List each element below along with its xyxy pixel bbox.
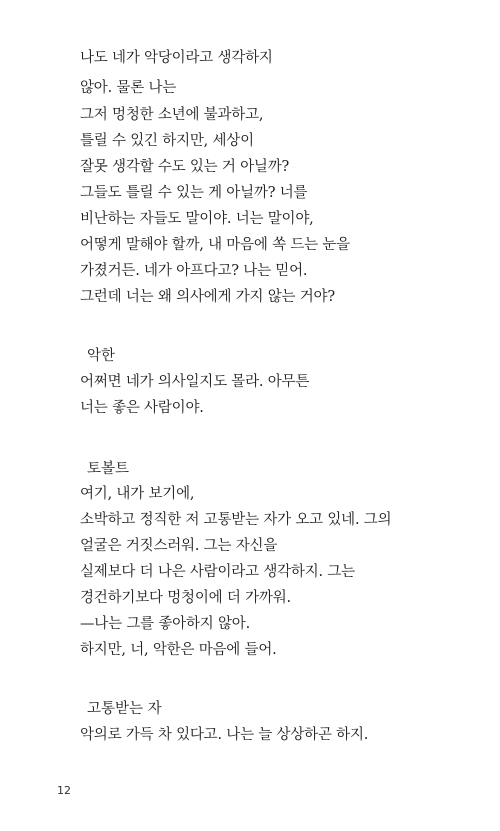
text-line: 여기, 내가 보기에, xyxy=(80,486,195,502)
text-line: 그들도 틀릴 수 있는 게 아닐까? 너를 xyxy=(80,185,308,201)
speaker-name: 악한 xyxy=(87,348,116,364)
text-line: 실제보다 더 나은 사람이라고 생각하지. 그는 xyxy=(80,564,355,580)
text-line: 어쩌면 네가 의사일지도 몰라. 아무튼 xyxy=(80,374,310,390)
text-line: 가졌거든. 네가 아프다고? 나는 믿어. xyxy=(80,263,308,279)
text-line: 나도 네가 악당이라고 생각하지 xyxy=(80,50,273,66)
page-number: 12 xyxy=(57,784,71,797)
text-line: 않아. 물론 나는 xyxy=(80,80,177,96)
text-line: 하지만, 너, 악한은 마음에 들어. xyxy=(80,642,277,658)
text-line: 그런데 너는 왜 의사에게 가지 않는 거야? xyxy=(80,289,335,305)
text-line: 악의로 가득 차 있다고. 나는 늘 상상하곤 하지. xyxy=(80,727,369,743)
text-line: 비난하는 자들도 말이야. 너는 말이야, xyxy=(80,211,314,227)
text-line: 소박하고 정직한 저 고통받는 자가 오고 있네. 그의 xyxy=(80,512,392,528)
text-line: 경건하기보다 멍청이에 더 가까워. xyxy=(80,590,291,606)
text-line: 너는 좋은 사람이야. xyxy=(80,400,204,416)
text-line: 얼굴은 거짓스러워. 그는 자신을 xyxy=(80,538,278,554)
text-line: 잘못 생각할 수도 있는 거 아닐까? xyxy=(80,159,290,175)
text-line: 틀릴 수 있긴 하지만, 세상이 xyxy=(80,133,254,149)
speaker-name: 고통받는 자 xyxy=(87,701,162,717)
text-line: 어떻게 말해야 할까, 내 마음에 쏙 드는 눈을 xyxy=(80,237,350,253)
text-line: —나는 그를 좋아하지 않아. xyxy=(80,616,251,632)
speaker-name: 토볼트 xyxy=(87,461,130,477)
text-line: 그저 멍청한 소년에 불과하고, xyxy=(80,107,264,123)
